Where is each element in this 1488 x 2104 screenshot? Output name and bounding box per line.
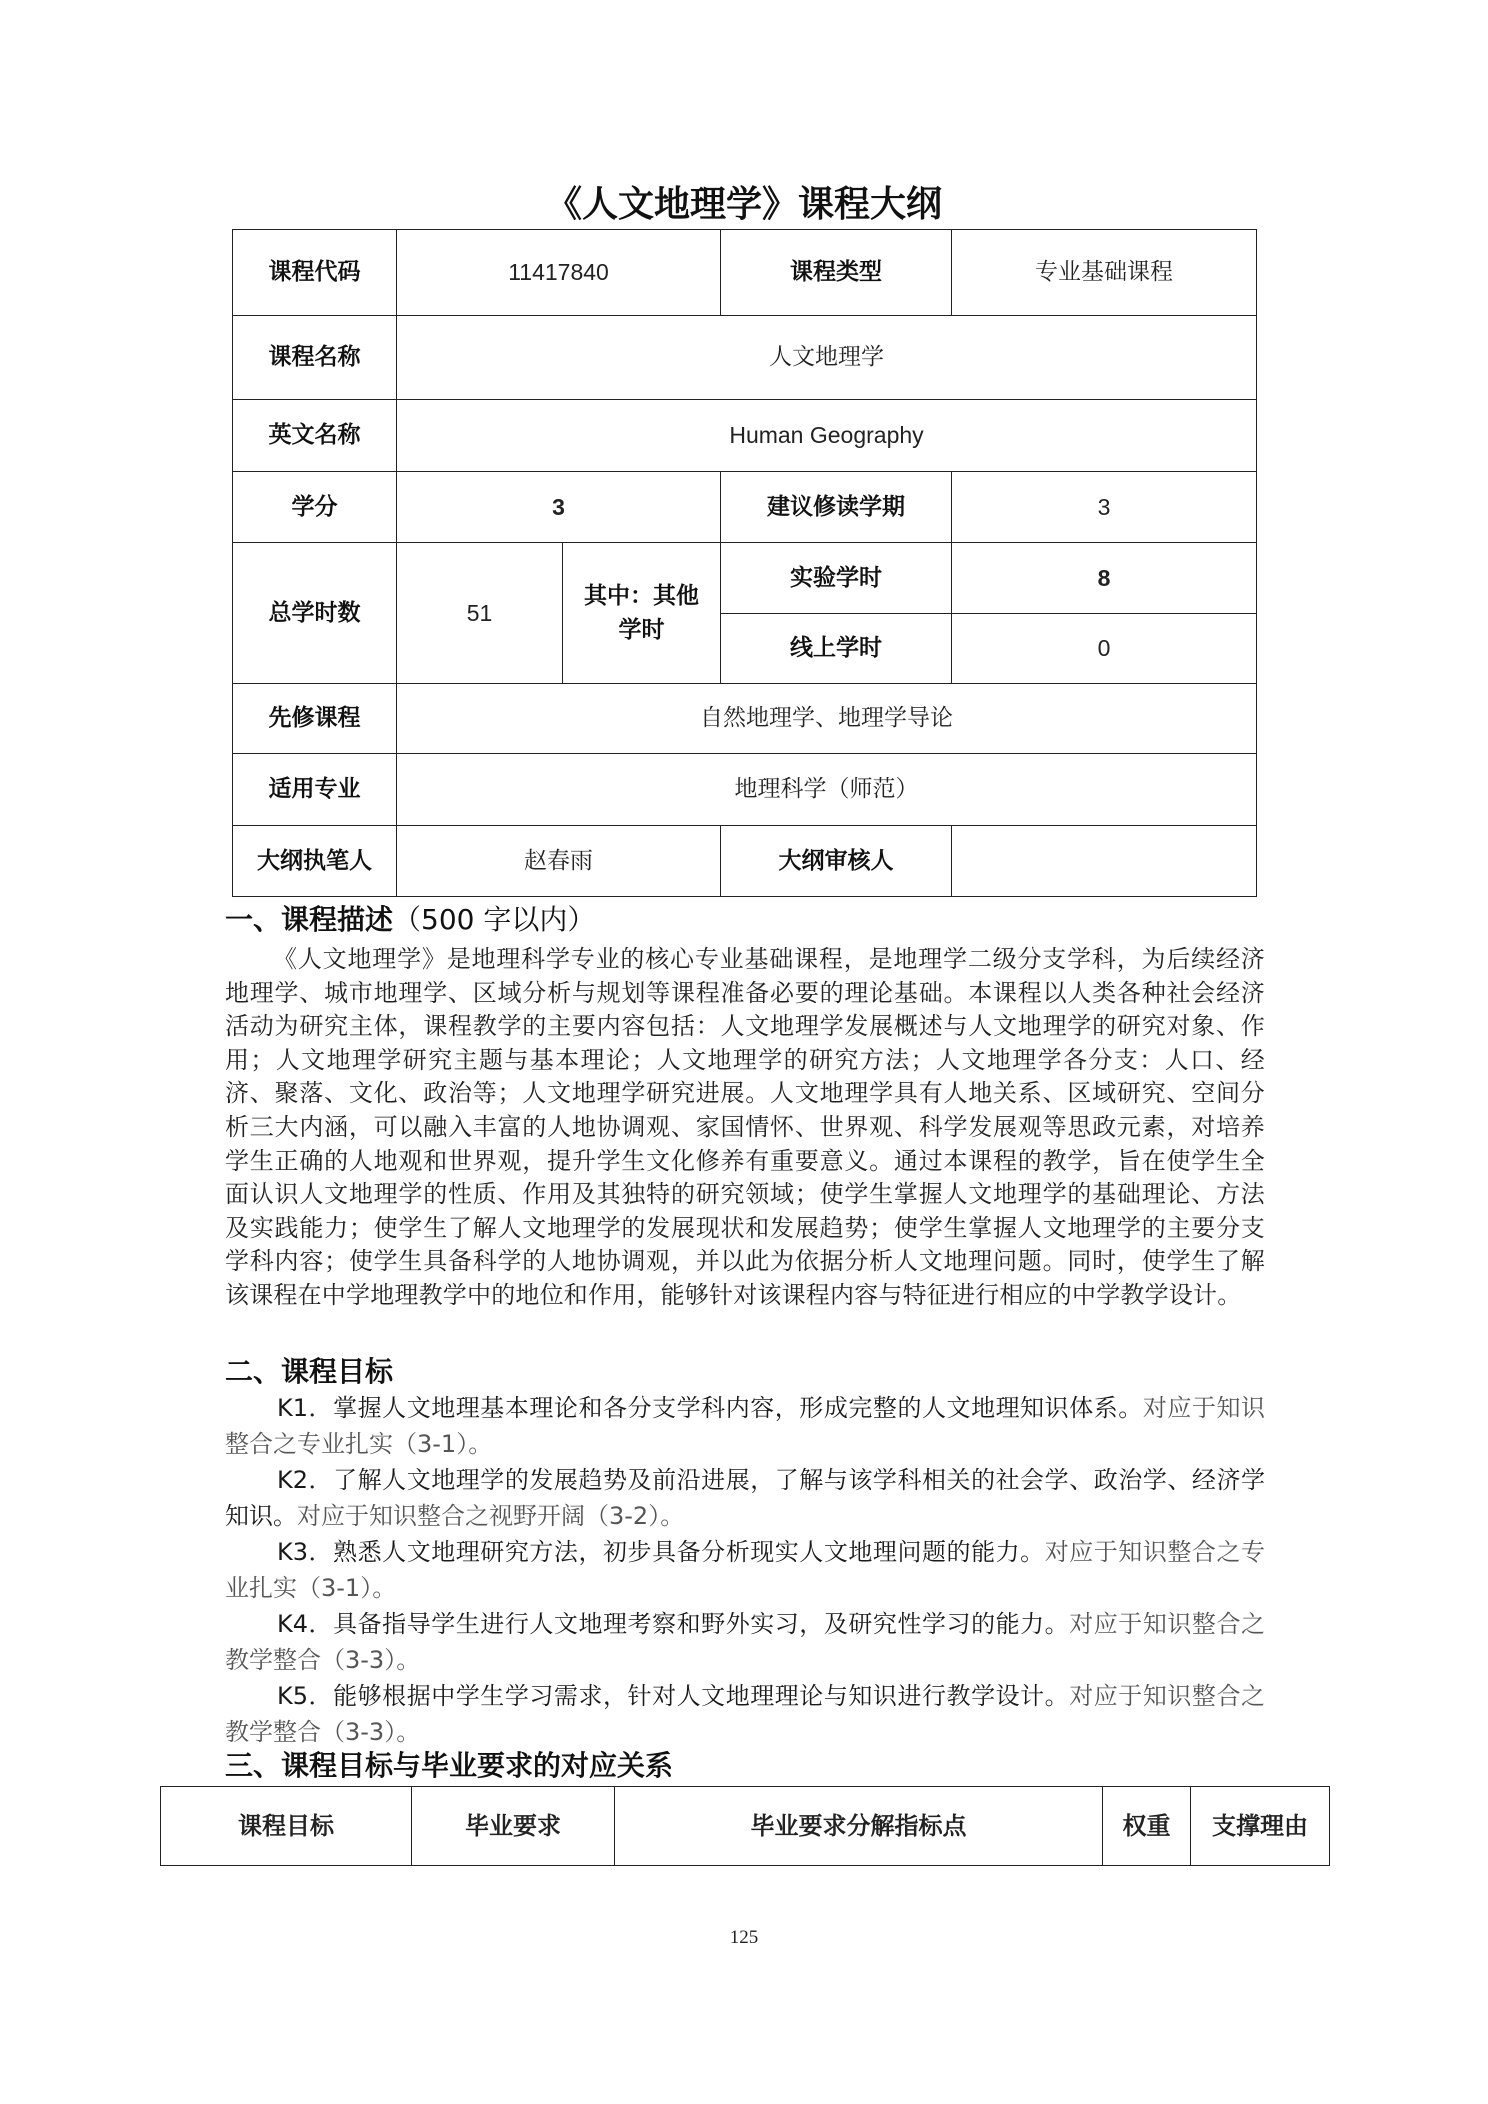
goal-k1-text: K1．掌握人文地理基本理论和各分支学科内容，形成完整的人文地理知识体系。 — [277, 1394, 1143, 1422]
author-value: 赵春雨 — [397, 826, 721, 897]
goal-k4-text: K4．具备指导学生进行人文地理考察和野外实习，及研究性学习的能力。 — [277, 1610, 1070, 1638]
column-header-reason: 支撑理由 — [1191, 1787, 1330, 1866]
column-header-weight: 权重 — [1103, 1787, 1191, 1866]
course-name-value: 人文地理学 — [397, 316, 1257, 400]
english-name-label: 英文名称 — [233, 400, 397, 472]
section-1-heading-text: 一、课程描述 — [225, 903, 394, 936]
goal-mapping-table — [160, 1786, 1330, 1866]
course-type-value: 专业基础课程 — [952, 230, 1257, 316]
goal-k2-text: K2．了解人文地理学的发展趋势及前沿进展，了解与该学科相关的社会学、政治学、经济学知识。 — [225, 1466, 1265, 1530]
goal-k5 — [225, 1678, 1265, 1750]
page-number: 125 — [729, 1927, 759, 1948]
major-label: 适用专业 — [233, 754, 397, 826]
column-header-course-goal: 课程目标 — [161, 1787, 412, 1866]
reviewer-value — [952, 826, 1257, 897]
goal-k4 — [225, 1606, 1265, 1678]
semester-label: 建议修读学期 — [721, 472, 952, 543]
course-description: 《人文地理学》是地理科学专业的核心专业基础课程，是地理学二级分支学科，为后续经济地理学、城市地理学、区域分析与规划等课程准备必要的理论基础。本课程以人类各种社会经济活动为研究主体，课程教学的主要内容包括：人文地理学发展概述与人文地理学的研究对象、作用；人文地理学研究主题与基本理论；人文地理学的研究方法；人文地理学各分支：人口、经济、聚落、文化、政治等；人文地理学研究进展。人文地理学具有人地关系、区域研究、空间分析三大内涵，可以融入丰富的人地协调观、家国情怀、世界观、科学发展观等思政元素，对培养学生正确的人地观和世界观，提升学生文化修养有重要意义。通过本课程的教学，旨在使学生全面认识人文地理学的性质、作用及其独特的研究领域；使学生掌握人文地理学的基础理论、方法及实践能力；使学生了解人文地理学的发展现状和发展趋势；使学生掌握人文地理学的主要分支学科内容；使学生具备科学的人地协调观，并以此为依据分析人文地理问题。同时，使学生了解该课程在中学地理教学中的地位和作用，能够针对该课程内容与特征进行相应的中学教学设计。 — [225, 945, 1265, 1309]
online-hours-label: 线上学时 — [721, 614, 952, 684]
prerequisite-value: 自然地理学、地理学导论 — [397, 684, 1257, 754]
course-code-label: 课程代码 — [233, 230, 397, 316]
course-type-label: 课程类型 — [721, 230, 952, 316]
column-header-indicator: 毕业要求分解指标点 — [615, 1787, 1103, 1866]
other-hours-label: 其中：其他学时 — [563, 543, 721, 684]
goal-k1 — [225, 1390, 1265, 1462]
goal-k5-mapping: 对应于知识整合之教学整合（3-3）。 — [225, 1682, 1266, 1746]
online-hours-value: 0 — [952, 614, 1257, 684]
column-header-graduation-requirement: 毕业要求 — [412, 1787, 615, 1866]
course-goals-list — [225, 1390, 1265, 1750]
course-info-table — [232, 229, 1257, 897]
section-1-heading-note: （500 字以内） — [393, 903, 596, 936]
goal-k3-mapping: 对应于知识整合之专业扎实（3-1）。 — [225, 1538, 1265, 1602]
credit-value: 3 — [397, 472, 721, 543]
lab-hours-value: 8 — [952, 543, 1257, 614]
course-name-label: 课程名称 — [233, 316, 397, 400]
reviewer-label: 大纲审核人 — [721, 826, 952, 897]
goal-k5-text: K5．能够根据中学生学习需求，针对人文地理理论与知识进行教学设计。 — [277, 1682, 1070, 1710]
goal-k3 — [225, 1534, 1265, 1606]
total-hours-value: 51 — [397, 543, 563, 684]
goal-k2-mapping: 对应于知识整合之视野开阔（3-2）。 — [297, 1502, 685, 1530]
author-label: 大纲执笔人 — [233, 826, 397, 897]
course-code-value: 11417840 — [397, 230, 721, 316]
credit-label: 学分 — [233, 472, 397, 543]
section-3-heading: 三、课程目标与毕业要求的对应关系 — [225, 1749, 674, 1782]
goal-k1-mapping: 对应于知识整合之专业扎实（3-1）。 — [225, 1394, 1265, 1458]
major-value: 地理科学（师范） — [397, 754, 1257, 826]
english-name-value: Human Geography — [397, 400, 1257, 472]
goal-k4-mapping: 对应于知识整合之教学整合（3-3）。 — [225, 1610, 1266, 1674]
semester-value: 3 — [952, 472, 1257, 543]
total-hours-label: 总学时数 — [233, 543, 397, 684]
goal-k2 — [225, 1462, 1265, 1534]
lab-hours-label: 实验学时 — [721, 543, 952, 614]
page-title: 《人文地理学》课程大纲 — [545, 184, 942, 225]
section-2-heading: 二、课程目标 — [225, 1355, 394, 1388]
section-1-heading — [225, 900, 595, 940]
goal-k3-text: K3．熟悉人文地理研究方法，初步具备分析现实人文地理问题的能力。 — [277, 1538, 1045, 1566]
prerequisite-label: 先修课程 — [233, 684, 397, 754]
